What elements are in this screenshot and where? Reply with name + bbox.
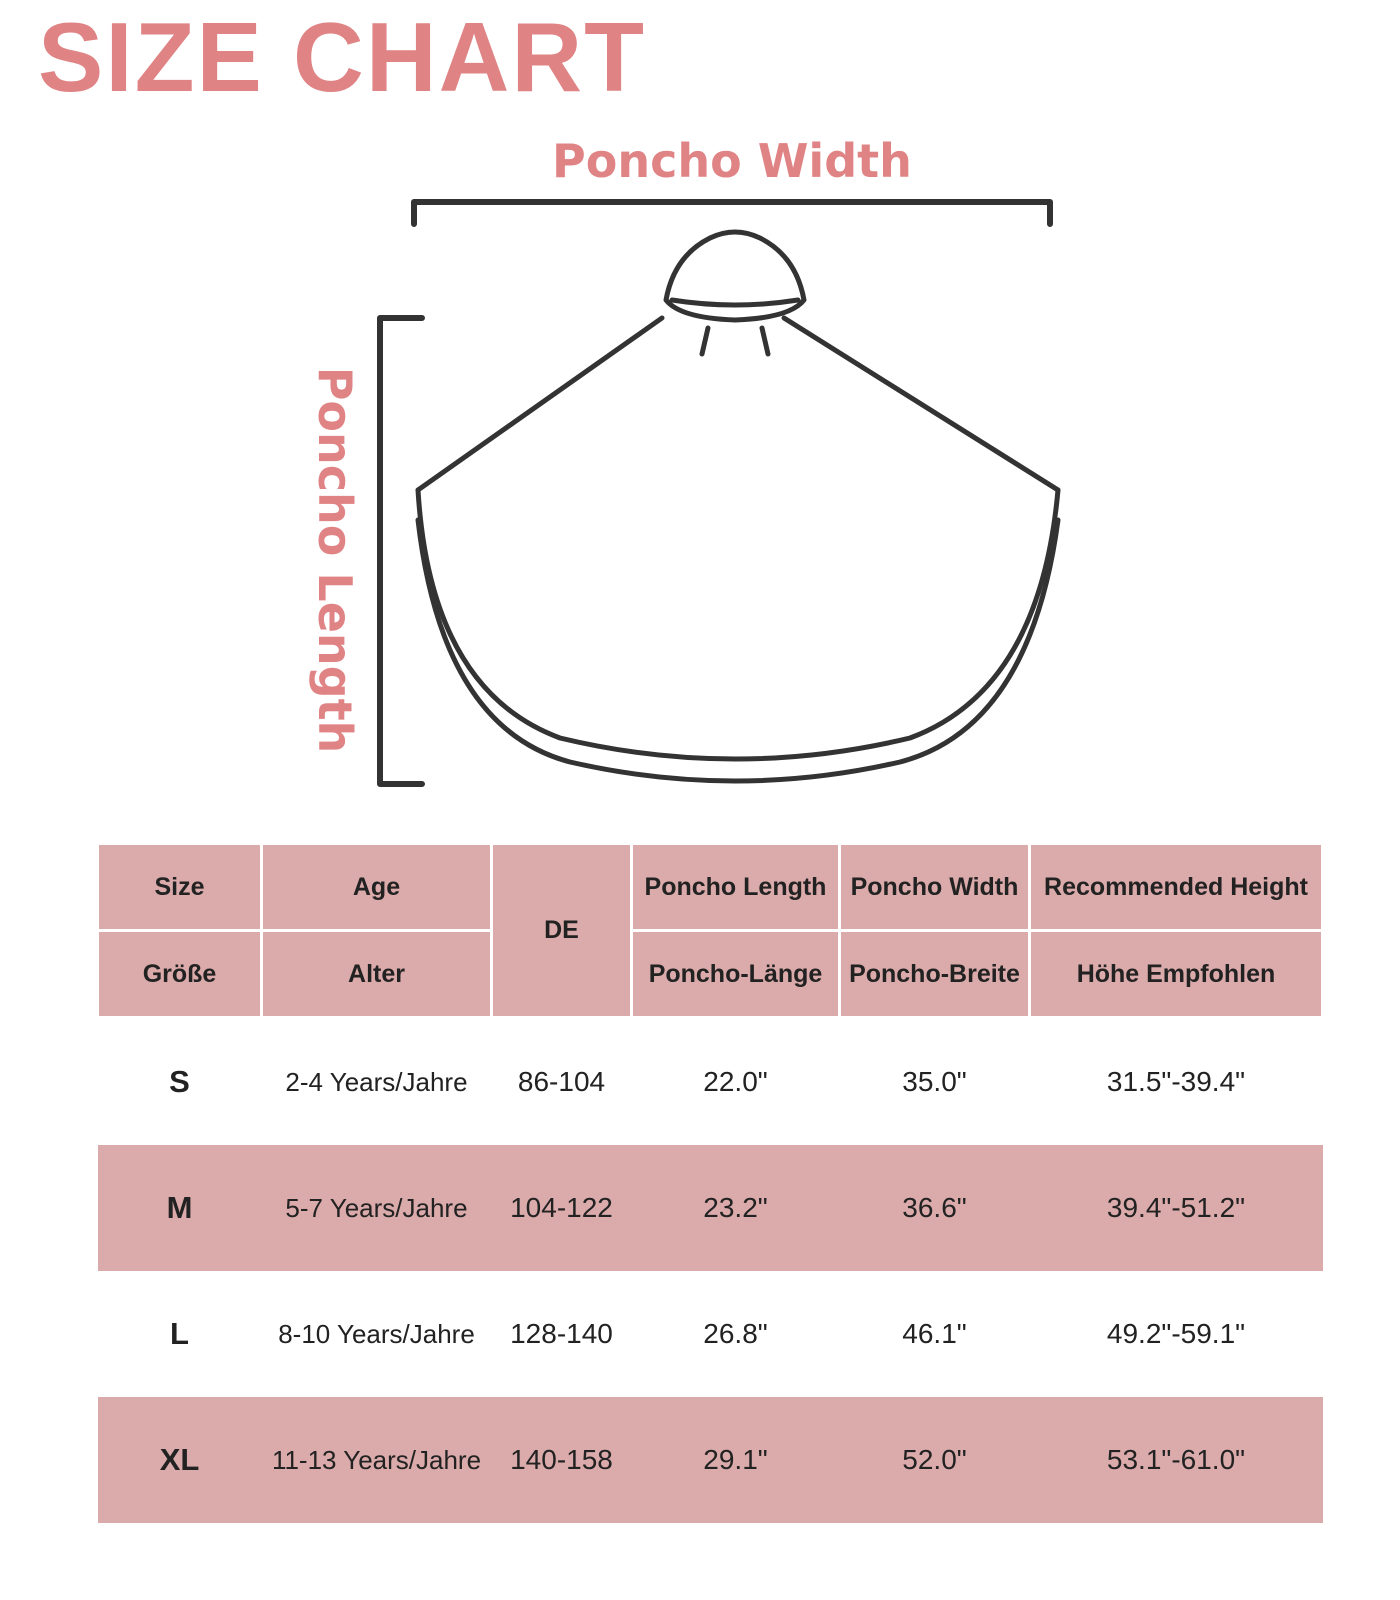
length-cell: 22.0" <box>703 1066 768 1097</box>
width-cell: 52.0" <box>840 1397 1030 1523</box>
height-cell: 49.2"-59.1" <box>1106 1318 1246 1349</box>
header-de: DE <box>492 844 632 1018</box>
height-cell: 31.5"-39.4" <box>1106 1066 1246 1097</box>
width-measure-bracket <box>414 202 1050 224</box>
header-poncho-laenge: Poncho-Länge <box>632 931 840 1018</box>
header-row-german <box>98 931 1323 1018</box>
de-cell: 140-158 <box>492 1397 632 1523</box>
height-cell: 39.4"-51.2" <box>1030 1145 1323 1271</box>
hem-inner <box>418 490 1058 759</box>
poncho-width-label: Poncho Width <box>552 134 912 188</box>
age-cell: 8-10 Years/Jahre <box>278 1318 475 1349</box>
width-cell: 36.6" <box>840 1145 1030 1271</box>
table-row <box>98 1271 1323 1397</box>
table-row <box>98 1397 1323 1523</box>
header-poncho-width: Poncho Width <box>840 844 1030 931</box>
length-cell: 23.2" <box>632 1145 840 1271</box>
de-cell: 128-140 <box>510 1318 613 1349</box>
size-cell: L <box>170 1316 189 1351</box>
table-row <box>98 1145 1323 1271</box>
length-cell: 26.8" <box>703 1318 768 1349</box>
header-alter: Alter <box>262 931 492 1018</box>
header-age: Age <box>262 844 492 931</box>
drawstring-left <box>702 328 708 354</box>
width-cell: 46.1" <box>902 1318 967 1349</box>
poncho-outline <box>418 232 1058 781</box>
age-cell: 11-13 Years/Jahre <box>262 1397 492 1523</box>
header-groesse: Größe <box>98 931 262 1018</box>
size-cell: XL <box>98 1397 262 1523</box>
cape-right-edge <box>784 318 1058 490</box>
header-recommended-height: Recommended Height <box>1030 844 1323 931</box>
cape-left-edge <box>418 318 662 490</box>
hem-outer <box>418 520 1058 781</box>
size-cell: S <box>169 1064 190 1099</box>
length-measure-bracket <box>380 318 422 784</box>
hood-rim <box>672 300 798 305</box>
length-cell: 29.1" <box>632 1397 840 1523</box>
header-poncho-length: Poncho Length <box>632 844 840 931</box>
width-cell: 35.0" <box>902 1066 967 1097</box>
de-cell: 104-122 <box>492 1145 632 1271</box>
height-cell: 53.1"-61.0" <box>1030 1397 1323 1523</box>
size-cell: M <box>98 1145 262 1271</box>
table-row <box>98 1018 1323 1146</box>
age-cell: 5-7 Years/Jahre <box>262 1145 492 1271</box>
size-table <box>96 842 1324 1523</box>
header-hoehe-empfohlen: Höhe Empfohlen <box>1030 931 1323 1018</box>
age-cell: 2-4 Years/Jahre <box>285 1066 468 1097</box>
header-row-english <box>98 844 1323 931</box>
header-size: Size <box>98 844 262 931</box>
page-title: SIZE CHART <box>38 2 646 112</box>
drawstring-right <box>762 328 768 354</box>
header-poncho-breite: Poncho-Breite <box>840 931 1030 1018</box>
poncho-length-label: Poncho Length <box>308 366 362 754</box>
de-cell: 86-104 <box>517 1066 606 1097</box>
